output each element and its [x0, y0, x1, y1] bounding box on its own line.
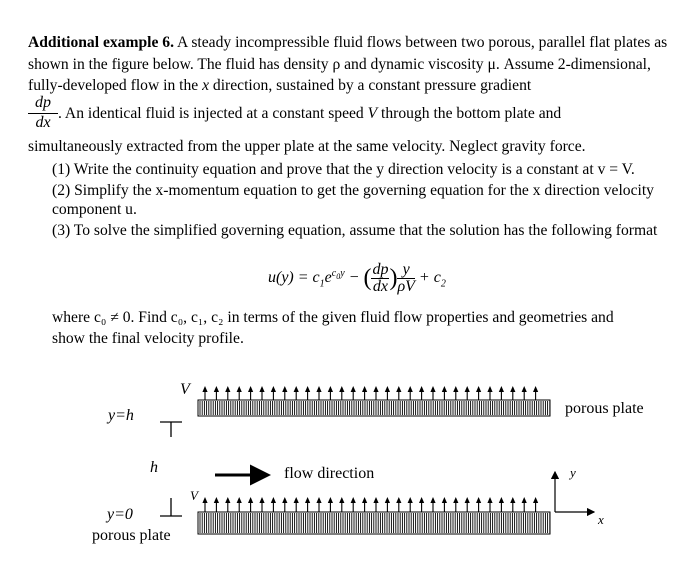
injection-arrowhead — [408, 497, 413, 503]
top-porous-plate — [198, 386, 550, 416]
injection-arrowhead — [385, 386, 390, 392]
task-1: (1) Write the continuity equation and prove that the y direction velocity is a constant at v = V. — [52, 161, 635, 178]
injection-arrowhead — [499, 386, 504, 392]
injection-arrowhead — [202, 386, 207, 392]
label-bottom-V: V — [190, 488, 198, 503]
injection-arrowhead — [214, 386, 219, 392]
intro-x: x — [202, 77, 210, 94]
solution-equation: $u(y) = c_1e^{c_0y}$ − ( $\frac{dp}{dx}$ ) $\frac{y}{\rho V}$ + $c_2$ — [268, 261, 446, 295]
label-y-eq-h: y=h — [108, 407, 134, 424]
injection-arrowhead — [259, 497, 264, 503]
injection-arrowhead — [362, 497, 367, 503]
injection-arrowhead — [476, 497, 481, 503]
label-h: h — [150, 459, 158, 476]
injection-arrowhead — [362, 386, 367, 392]
injection-arrowhead — [419, 497, 424, 503]
label-porous-plate-bottom: porous plate — [92, 527, 171, 544]
injection-arrowhead — [328, 386, 333, 392]
injection-arrowhead — [248, 386, 253, 392]
injection-arrowhead — [305, 497, 310, 503]
injection-arrowhead — [282, 497, 287, 503]
injection-arrowhead — [453, 497, 458, 503]
injection-arrowhead — [305, 386, 310, 392]
injection-arrowhead — [225, 386, 230, 392]
injection-arrowhead — [214, 497, 219, 503]
intro-text-2: direction, sustained by a constant pressure gradient — [209, 77, 532, 94]
injection-arrowhead — [351, 386, 356, 392]
injection-arrowhead — [408, 386, 413, 392]
label-top-V: V — [180, 381, 190, 398]
injection-arrowhead — [430, 497, 435, 503]
injection-arrowhead — [225, 497, 230, 503]
injection-arrowhead — [294, 497, 299, 503]
intro-V: V — [367, 105, 378, 122]
injection-arrowhead — [373, 386, 378, 392]
injection-arrowhead — [465, 497, 470, 503]
injection-arrowhead — [328, 497, 333, 503]
injection-arrowhead — [476, 386, 481, 392]
label-flow-direction: flow direction — [284, 465, 375, 482]
bottom-porous-plate — [198, 497, 550, 534]
injection-arrowhead — [522, 497, 527, 503]
injection-arrowhead — [396, 386, 401, 392]
frac-denominator: dx — [35, 114, 51, 131]
intro-line-3: . An identical fluid is injected at a constant speed V through the bottom plate and — [58, 105, 562, 122]
injection-arrowhead — [487, 386, 492, 392]
injection-arrowhead — [522, 386, 527, 392]
intro-line-4: simultaneously extracted from the upper plate at the same velocity. Neglect gravity force. — [28, 138, 586, 155]
injection-arrowhead — [453, 386, 458, 392]
label-porous-plate-top: porous plate — [565, 400, 644, 417]
frac-numerator: dp — [28, 94, 58, 114]
task-3: (3) To solve the simplified governing equation, assume that the solution has the following format — [52, 222, 658, 239]
injection-arrowhead — [248, 497, 253, 503]
top-injection-arrows — [202, 386, 538, 400]
injection-arrowhead — [487, 497, 492, 503]
height-dimension — [160, 422, 182, 516]
injection-arrowhead — [373, 497, 378, 503]
injection-arrowhead — [510, 386, 515, 392]
where-line-2: show the final velocity profile. — [52, 330, 244, 347]
injection-arrowhead — [442, 386, 447, 392]
label-axis-y: y — [570, 465, 576, 480]
intro-text-1: A steady incompressible fluid flows between two porous, parallel flat plates as shown in the figure below. The fluid has density ρ and dynamic viscosity μ. Assume 2-dimensional, fully-developed flow in the — [28, 34, 668, 94]
injection-arrowhead — [385, 497, 390, 503]
where-line-1: where c₀ ≠ 0. Find c₀, c₁, c₂ in terms of the given fluid flow properties and geometries and — [52, 309, 614, 326]
injection-arrowhead — [271, 497, 276, 503]
injection-arrowhead — [533, 497, 538, 503]
injection-arrowhead — [533, 386, 538, 392]
problem-heading: Additional example 6. — [28, 34, 174, 51]
injection-arrowhead — [499, 497, 504, 503]
label-axis-x: x — [598, 512, 604, 527]
injection-arrowhead — [237, 497, 242, 503]
injection-arrowhead — [259, 386, 264, 392]
injection-arrowhead — [396, 497, 401, 503]
label-y-eq-0: y=0 — [107, 506, 133, 523]
injection-arrowhead — [430, 386, 435, 392]
injection-arrowhead — [282, 386, 287, 392]
injection-arrowhead — [465, 386, 470, 392]
injection-arrowhead — [316, 497, 321, 503]
injection-arrowhead — [339, 386, 344, 392]
injection-arrowhead — [271, 386, 276, 392]
injection-arrowhead — [237, 386, 242, 392]
injection-arrowhead — [202, 497, 207, 503]
injection-arrowhead — [419, 386, 424, 392]
bottom-injection-arrows — [202, 497, 538, 512]
injection-arrowhead — [510, 497, 515, 503]
injection-arrowhead — [442, 497, 447, 503]
injection-arrowhead — [316, 386, 321, 392]
task-2: (2) Simplify the x-momentum equation to get the governing equation for the x direction velocity component u. — [52, 182, 654, 218]
injection-arrowhead — [351, 497, 356, 503]
injection-arrowhead — [294, 386, 299, 392]
injection-arrowhead — [339, 497, 344, 503]
